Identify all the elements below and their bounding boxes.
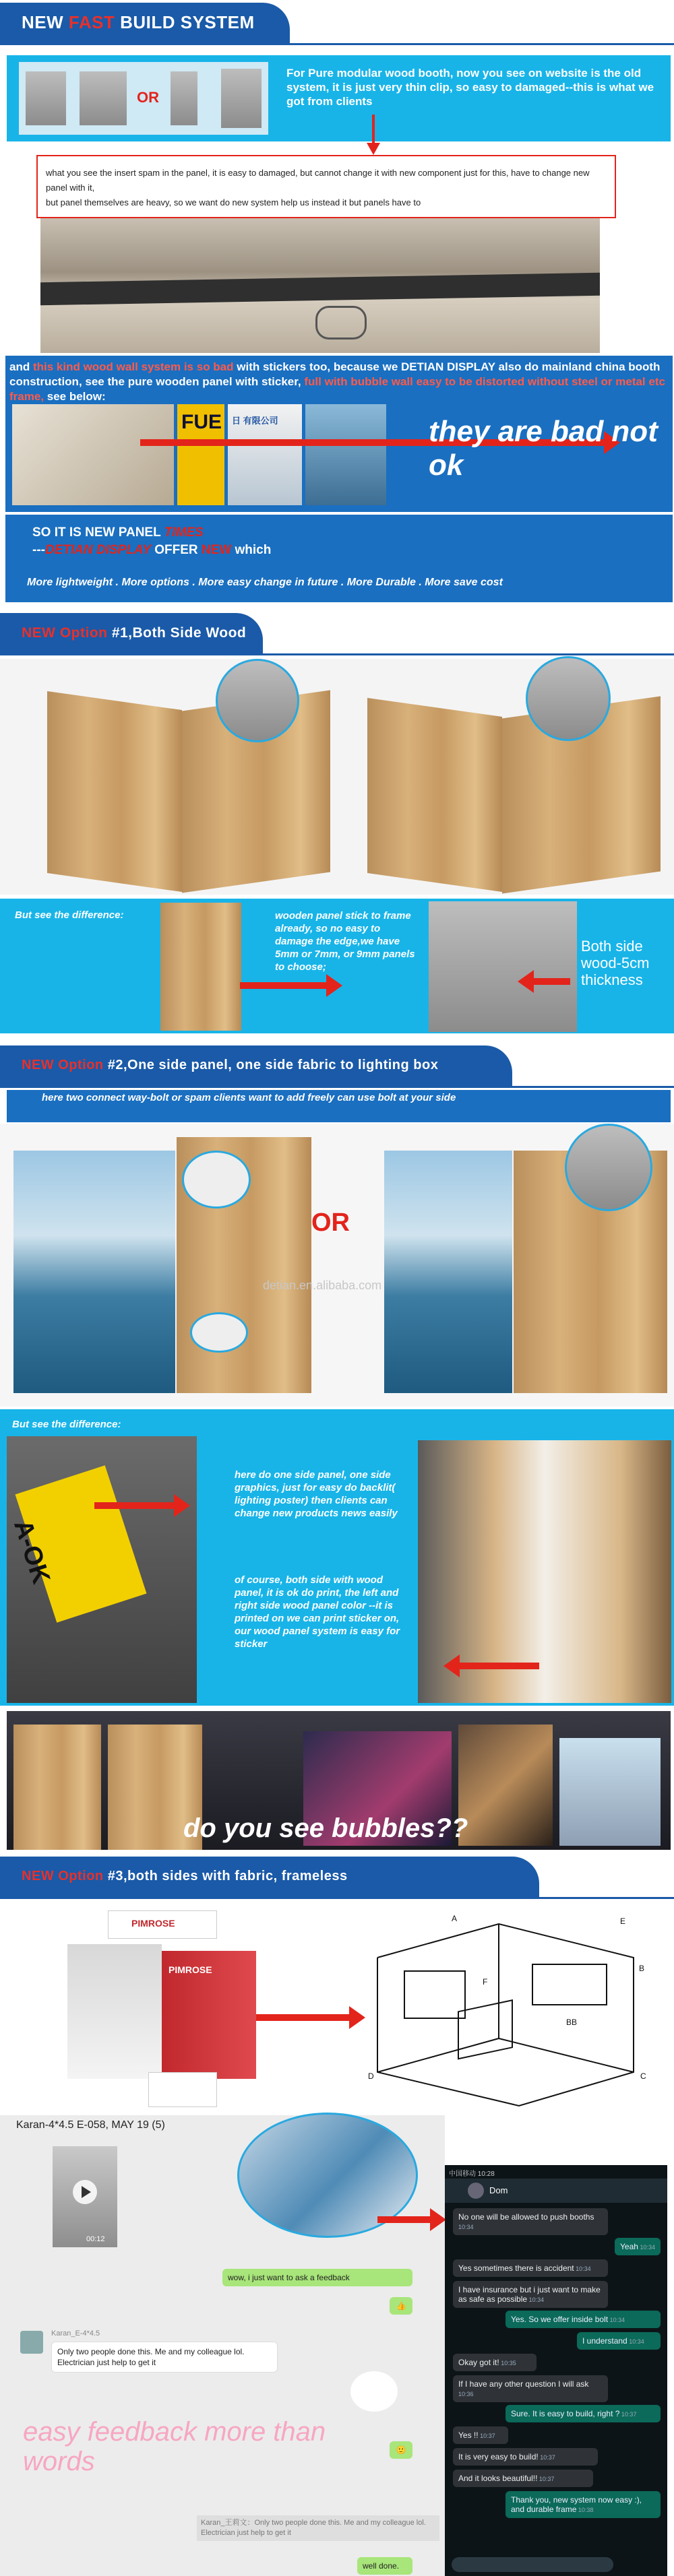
watermark: detian.en.alibaba.com: [263, 1279, 382, 1292]
booth-photo: [305, 404, 386, 505]
wa-message-text: Yeah: [620, 2242, 638, 2251]
wa-message-text: And it looks beautiful!!: [458, 2474, 538, 2483]
drawing-label-f: F: [483, 1977, 488, 1987]
wa-message: [506, 2491, 661, 2518]
play-triangle: [82, 2186, 91, 2198]
wechat-header: Karan-4*4.5 E-058, MAY 19 (5): [16, 2119, 165, 2131]
diff1-photo-1: [160, 903, 241, 1031]
smiley-sticker: [350, 2371, 398, 2412]
bubble-wood-1: [13, 1725, 101, 1850]
down-arrow-head: [367, 143, 380, 155]
wa-message: [453, 2259, 608, 2277]
flag-text: A-OK: [8, 1516, 56, 1588]
feedback-text: easy feedback more than words: [23, 2417, 326, 2476]
wa-message: [453, 2470, 593, 2487]
section-banner-3: [0, 1043, 674, 1093]
wa-message-time: 10:34: [574, 2265, 591, 2272]
wa-input[interactable]: [452, 2557, 613, 2572]
connector-circle-2: [190, 1312, 248, 1353]
diff1-photo-2: [429, 901, 577, 1032]
section-title-3: NEW Option #2,One side panel, one side fabric to lighting box: [22, 1058, 439, 1072]
wa-message: [453, 2281, 608, 2308]
wa-message-text: Yes. So we offer inside bolt: [511, 2315, 609, 2324]
note-box: [36, 155, 616, 218]
section-title-1: NEW FAST BUILD SYSTEM: [22, 12, 255, 32]
chat-out-1: wow, i just want to ask a feedback: [222, 2269, 412, 2286]
or-label: OR: [137, 89, 159, 106]
booth-logo-2: PIMROSE: [168, 1964, 212, 1975]
option2-or: OR: [311, 1209, 350, 1237]
wa-message-time: 10:37: [537, 2476, 555, 2482]
frame-drawing: [364, 1910, 667, 2113]
wa-message-time: 10:36: [458, 2391, 474, 2397]
fabric-panel-right: [384, 1151, 512, 1393]
chat-out-thumb: 👍: [390, 2297, 412, 2315]
wood-panel-left-a: [47, 691, 182, 892]
panel-hole: [315, 306, 367, 340]
option2-intro-text: here two connect way-bolt or spam clients want to add freely can use bolt at your side: [42, 1092, 456, 1103]
wa-message: [453, 2448, 598, 2466]
wa-message-time: 10:37: [478, 2433, 495, 2439]
chat-out-2: well done.: [357, 2557, 412, 2575]
poster-3: [559, 1738, 661, 1846]
diff1-arrow-left: [532, 978, 570, 985]
booth-logo-1: PIMROSE: [131, 1918, 175, 1929]
damaged-panel-photo: [40, 218, 600, 353]
play-icon[interactable]: [73, 2180, 97, 2204]
diff2-photo-1: [7, 1436, 197, 1703]
wa-message-time: 10:34: [458, 2224, 474, 2230]
render-arrow: [256, 2014, 350, 2021]
wood-panel-right-a: [367, 698, 502, 892]
fuel-sign-text: FUE: [181, 411, 222, 433]
banner-line: [0, 1897, 674, 1899]
difference-1-right: Both side wood-5cm thickness: [581, 938, 650, 988]
wa-message: [577, 2332, 661, 2350]
wa-message-text: Yes sometimes there is accident: [458, 2263, 574, 2273]
note-line-2: but panel themselves are heavy, so we want do new system help us instead it but panels have to: [46, 197, 421, 207]
wa-avatar: [468, 2183, 484, 2199]
banner-line: [0, 43, 674, 45]
connector-circle-3: [565, 1124, 652, 1211]
wa-message-time: 10:34: [608, 2317, 625, 2323]
wa-message: [615, 2238, 661, 2255]
section-banner-2: [0, 610, 674, 660]
wa-message-time: 10:38: [576, 2507, 594, 2513]
note-line-1: what you see the insert spam in the panel, it is easy to damaged, but cannot change it with new component just for this, have to change new panel with it,: [46, 168, 590, 193]
bubbles-text: do you see bubbles??: [183, 1813, 468, 1843]
drawing-label-c: C: [640, 2071, 646, 2081]
wa-message: [453, 2354, 537, 2371]
wa-message: [453, 2208, 608, 2235]
poster-2: [458, 1725, 553, 1846]
cn-sign-text: 日 有限公司: [232, 416, 278, 426]
diff2-arrow-1: [94, 1502, 175, 1509]
connector-circle-1: [182, 1151, 251, 1209]
new-panel-line-1: SO IT IS NEW PANEL TIMES: [32, 525, 204, 540]
new-panel-line-2: ---DETIAN DISPLAY OFFER NEW which: [32, 543, 272, 557]
benefits-text: More lightweight . More options . More easy change in future . More Durable . More save cost: [27, 577, 503, 588]
booth-wall-left: [67, 1944, 162, 2079]
yellow-flag: [8, 1465, 147, 1622]
chat-name-karan: Karan_E-4*4.5: [51, 2329, 100, 2338]
clip-photo-4: [221, 69, 262, 128]
bubbles-photo: [7, 1711, 671, 1850]
wa-header: [445, 2179, 667, 2203]
section-title-2: NEW Option #1,Both Side Wood: [22, 625, 247, 641]
chat-quote: Karan_王莉文：Only two people done this. Me and my colleague lol. Electrician just help to get it: [197, 2515, 439, 2541]
wa-message-text: I have insurance but i just want to make as safe as possible: [458, 2285, 601, 2304]
wa-status: 中国移动 10:28: [449, 2170, 495, 2178]
bolt-detail-circle-2: [526, 656, 611, 741]
wa-message: [506, 2311, 661, 2328]
fuel-sign-photo: [177, 404, 224, 505]
banner-line: [0, 653, 674, 655]
wa-message-text: I understand: [582, 2336, 627, 2346]
drawing-label-d: D: [368, 2071, 374, 2081]
wa-message-text: No one will be allowed to push booths: [458, 2212, 594, 2222]
difference-1-text: wooden panel stick to frame already, so no easy to damage the edge,we have 5mm or 7mm, or 9mm panels to choose;: [275, 910, 415, 973]
wa-message-text: If I have any other question I will ask: [458, 2379, 589, 2389]
booth-top: [108, 1910, 217, 1939]
difference-1-label: But see the difference:: [15, 909, 124, 921]
chat-avatar-karan: [20, 2331, 43, 2354]
difference-2-text-2: of course, both side with wood panel, it is ok do print, the left and right side wood panel color --it is printed on we can print sticker on, our wood panel system is easy for sticker: [235, 1574, 400, 1650]
wa-message-time: 10:34: [527, 2296, 545, 2303]
drawing-label-b: B: [639, 1964, 645, 1973]
down-arrow: [372, 115, 375, 147]
wa-message-text: Okay got it!: [458, 2358, 499, 2367]
wa-message: [453, 2375, 608, 2402]
wa-message-time: 10:34: [638, 2244, 655, 2251]
section-banner-1: [0, 0, 674, 50]
section-title-4: NEW Option #3,both sides with fabric, frameless: [22, 1869, 348, 1883]
wall-system-text: and this kind wood wall system is so bad with stickers too, because we DETIAN DISPLAY also do mainland china booth construction, see the pure wooden panel with sticker, full with bubble wall easy to be distorted without steel or metal etc frame, see below:: [9, 360, 665, 403]
clip-photo-2: [80, 71, 127, 125]
booth-render: [67, 1910, 256, 2106]
option2-photos: [0, 1124, 674, 1407]
difference-2-label: But see the difference:: [12, 1419, 121, 1430]
bubble-wall-photo: [12, 404, 174, 505]
bad-text: they are bad not ok: [429, 415, 658, 482]
wa-message-time: 10:34: [627, 2338, 644, 2345]
chat-out-emoji: 🙂: [390, 2441, 412, 2459]
video-time: 00:12: [86, 2235, 105, 2243]
banner-line: [0, 1086, 674, 1088]
wa-contact: Dom: [489, 2185, 508, 2195]
intro-photos: [19, 62, 268, 135]
drawing-label-e: E: [620, 1917, 626, 1926]
wa-message: [506, 2405, 661, 2422]
wa-message-text: It is very easy to build!: [458, 2452, 539, 2461]
wa-message-text: Thank you, new system now easy :), and durable frame: [511, 2495, 642, 2514]
chat-in-1: Only two people done this. Me and my colleague lol. Electrician just help to get it: [51, 2342, 278, 2373]
clip-photo-3: [171, 71, 197, 125]
wa-message-time: 10:35: [499, 2360, 516, 2366]
chat-arrow: [377, 2216, 431, 2223]
clip-photo-1: [26, 71, 66, 125]
intro-headline: For Pure modular wood booth, now you see on website is the old system, it is just very thin clip, so easy to damaged--this is what we got from clients: [286, 67, 654, 108]
panel-edge: [40, 273, 600, 305]
section-banner-4: [0, 1854, 674, 1904]
drawing-label-bb: BB: [566, 2018, 578, 2027]
option1-photos: [0, 659, 674, 895]
difference-2-text-1: here do one side panel, one side graphics, just for easy do backlit( lighting poster) then clients can change new products news easily: [235, 1469, 398, 1519]
wa-message: [453, 2426, 508, 2444]
booth-counter: [148, 2072, 217, 2107]
cn-sign-photo: [228, 404, 302, 505]
fabric-panel-left: [13, 1151, 175, 1393]
diff2-arrow-2: [458, 1663, 539, 1669]
video-thumbnail[interactable]: [53, 2146, 117, 2247]
wa-message-time: 10:37: [538, 2454, 555, 2461]
wa-message-text: Yes !!: [458, 2430, 479, 2440]
diff1-arrow: [240, 982, 328, 989]
drawing-label-a: A: [452, 1914, 458, 1923]
wa-message-text: Sure. It is easy to build, right ?: [511, 2409, 620, 2418]
bolt-detail-circle-1: [216, 659, 299, 742]
wa-message-time: 10:37: [619, 2411, 637, 2418]
bad-photos: [12, 404, 659, 505]
